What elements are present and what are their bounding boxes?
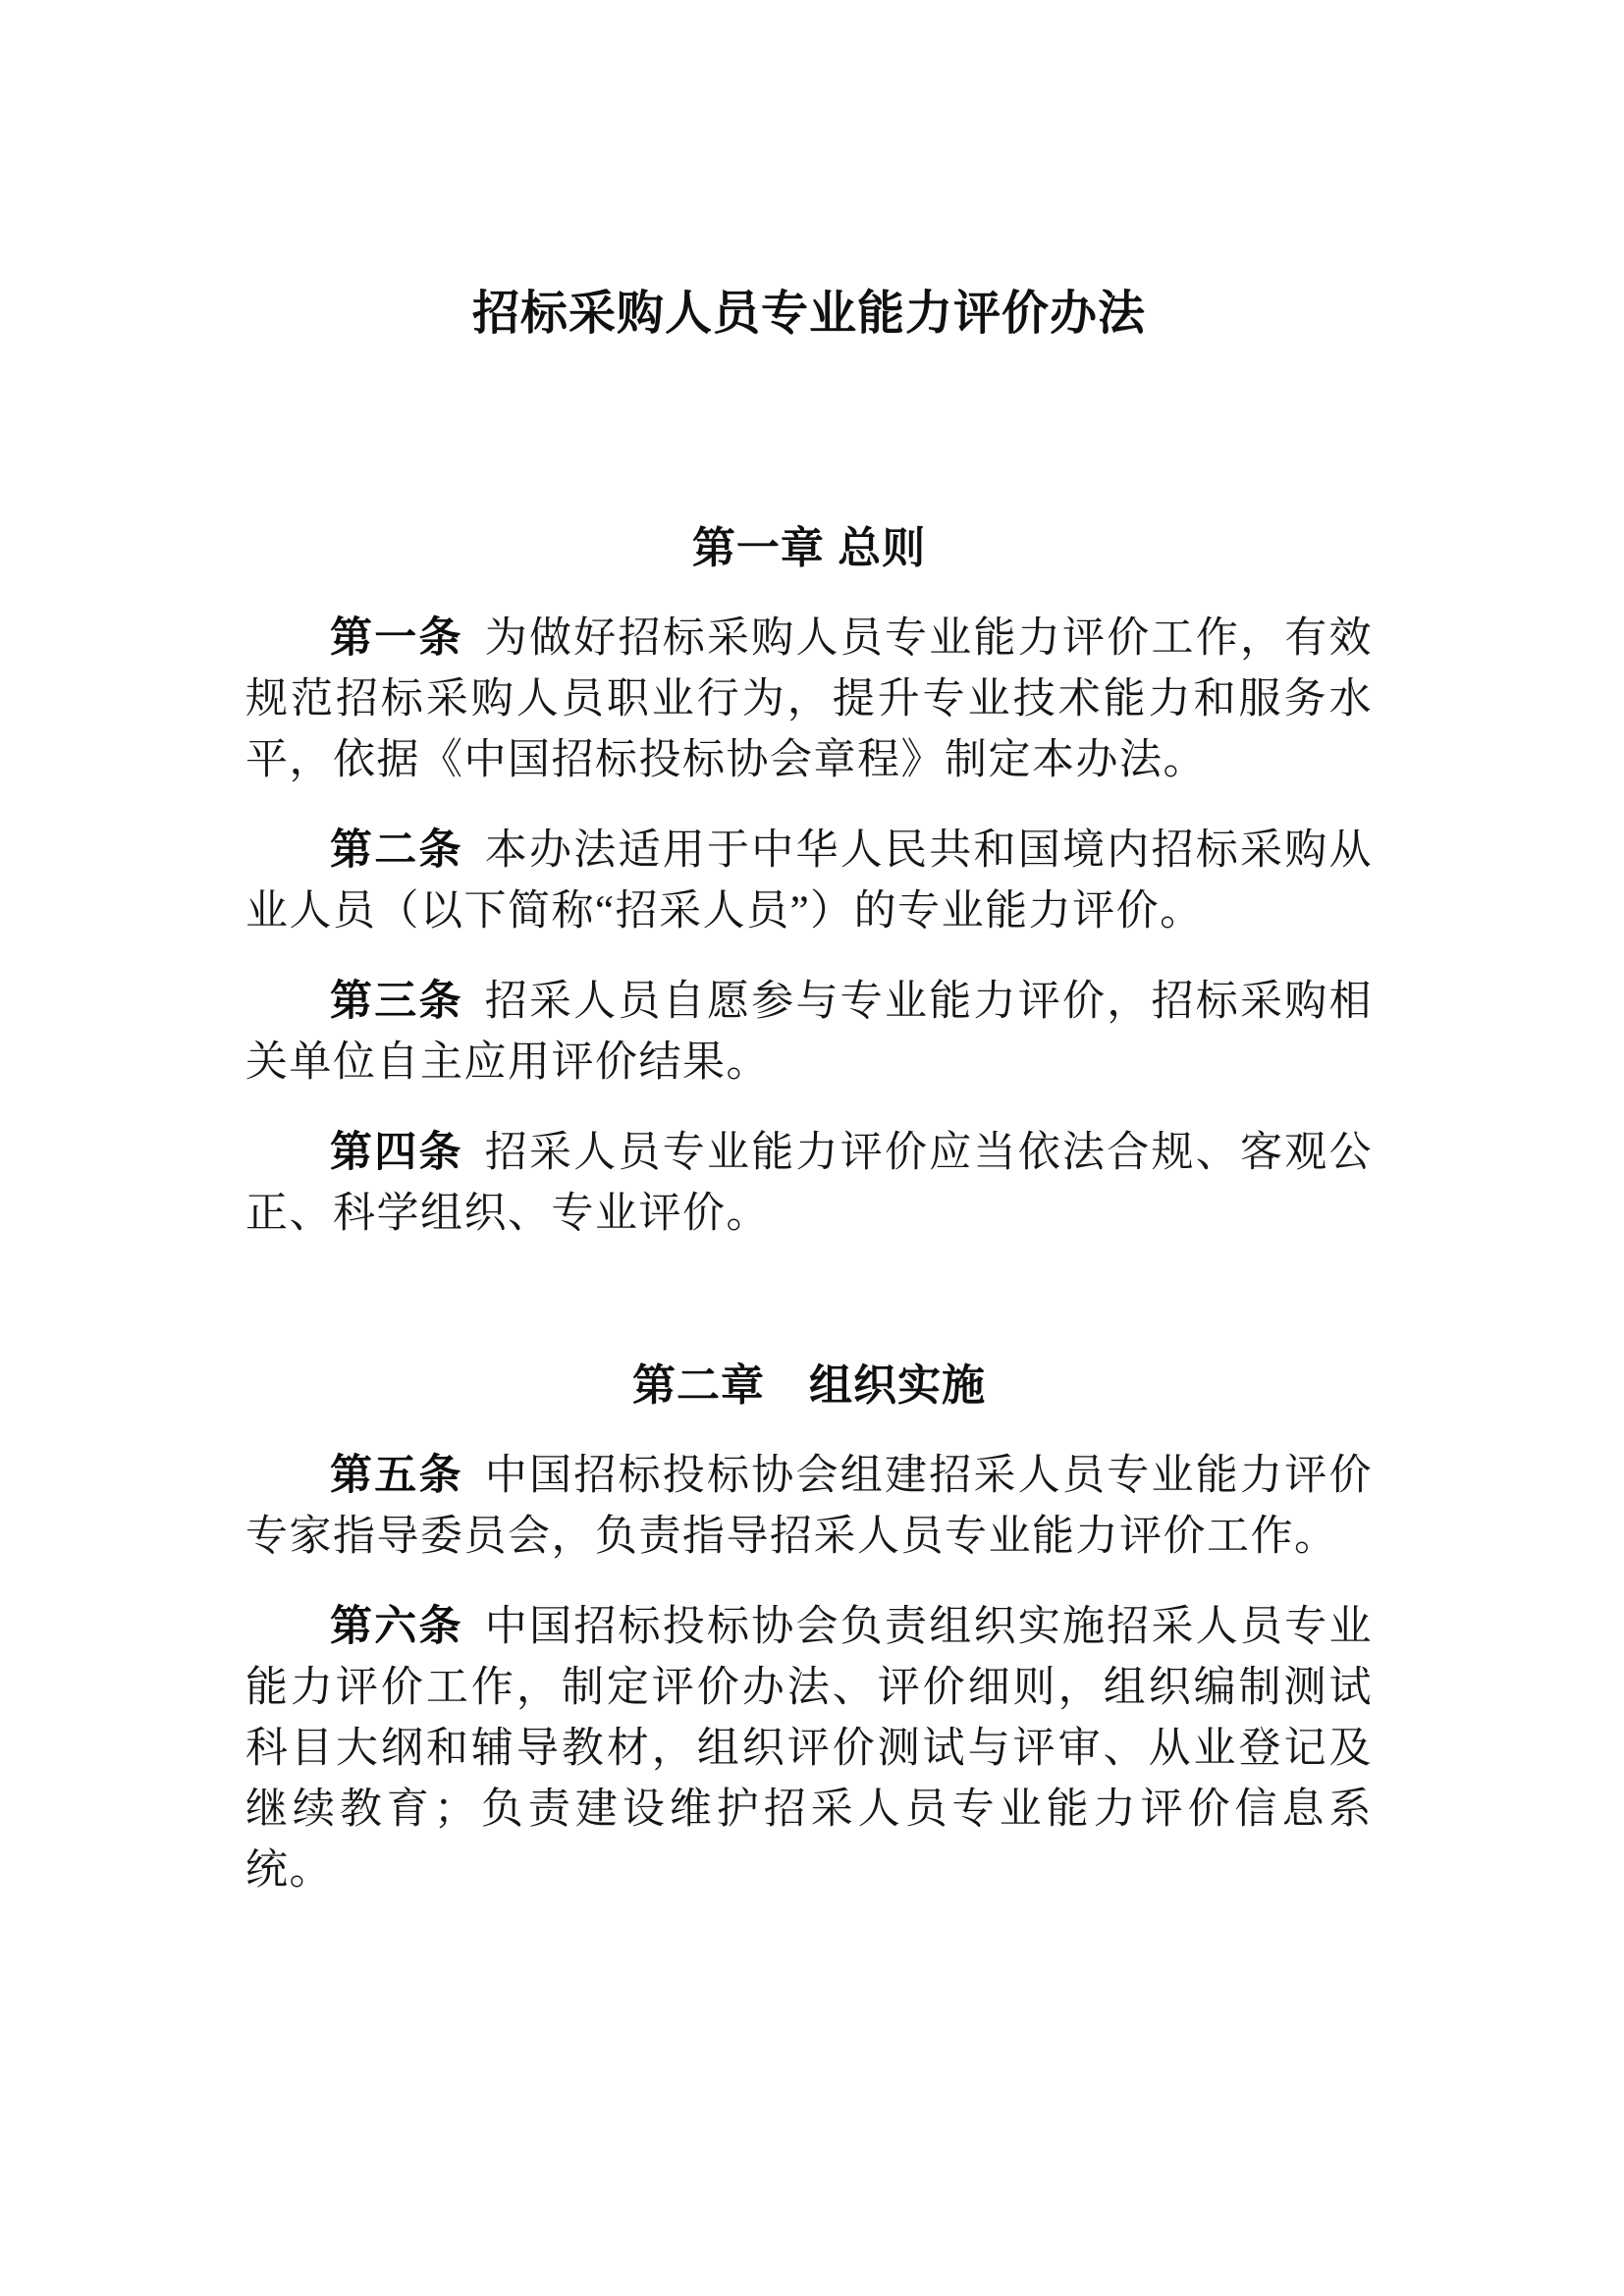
article-2-number: 第二条 [330,828,463,874]
article-1-number: 第一条 [330,615,463,662]
article-4 [245,1123,1373,1245]
article-2-text: 本办法适用于中华人民共和国境内招标采购从业人员（以下简称“招采人员”）的专业能力评价。 [245,828,1373,934]
article-1 [245,609,1373,791]
article-4-text: 招采人员专业能力评价应当依法合规、客观公正、科学组织、专业评价。 [245,1130,1373,1237]
article-6 [245,1597,1373,1901]
article-1-text: 为做好招标采购人员专业能力评价工作，有效规范招标采购人员职业行为，提升专业技术能力和服务水平，依据《中国招标投标协会章程》制定本办法。 [245,615,1373,783]
document-title: 招标采购人员专业能力评价办法 [471,288,1146,340]
article-3 [245,972,1373,1094]
article-5-text: 中国招标投标协会组建招采人员专业能力评价专家指导委员会，负责指导招采人员专业能力评价工作。 [245,1453,1373,1560]
document-content [245,280,1373,1901]
article-5 [245,1446,1373,1568]
article-3-text: 招采人员自愿参与专业能力评价，招标采购相关单位自主应用评价结果。 [245,979,1373,1086]
article-3-number: 第三条 [330,979,463,1025]
article-4-number: 第四条 [330,1130,463,1176]
chapter-1-heading: 第一章 总则 [691,524,927,572]
article-6-number: 第六条 [330,1604,463,1650]
article-2 [245,821,1373,942]
chapter-2-heading: 第二章 组织实施 [632,1362,986,1410]
article-6-text: 中国招标投标协会负责组织实施招采人员专业能力评价工作，制定评价办法、评价细则，组织编制测试科目大纲和辅导教材，组织评价测试与评审、从业登记及继续教育；负责建设维护招采人员专业能力评价信息系统。 [245,1604,1373,1894]
article-5-number: 第五条 [330,1453,463,1499]
